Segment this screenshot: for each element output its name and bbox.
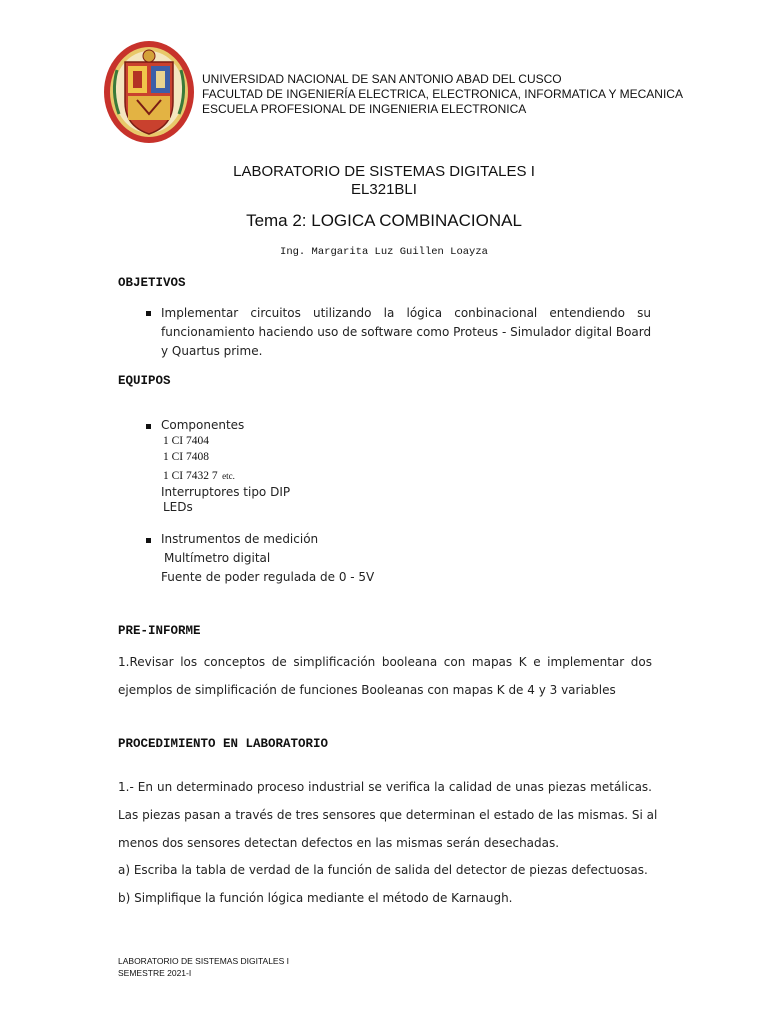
instrument-item: Fuente de poder regulada de 0 - 5V — [161, 570, 375, 584]
university-seal-logo — [103, 40, 195, 144]
procedimiento-line: b) Simplifique la función lógica mediante el método de Karnaugh. — [118, 891, 513, 905]
topic-title: Tema 2: LOGICA COMBINACIONAL — [246, 211, 522, 230]
preinforme-line: ejemplos de simplificación de funciones Booleanas con mapas K de 4 y 3 variables — [118, 683, 616, 697]
etc-label: etc. — [222, 471, 235, 481]
component-extra: Interruptores tipo DIP — [161, 485, 291, 499]
course-title: LABORATORIO DE SISTEMAS DIGITALES I — [233, 163, 535, 180]
page-footer — [118, 955, 289, 979]
procedimiento-heading: PROCEDIMIENTO EN LABORATORIO — [118, 737, 329, 751]
equipos-heading: EQUIPOS — [118, 374, 171, 388]
footer-semester: SEMESTRE 2021-I — [118, 968, 192, 978]
procedimiento-line: menos dos sensores detectan defectos en las mismas serán desechadas. — [118, 836, 560, 850]
bullet-icon — [146, 311, 151, 316]
objetivos-line: y Quartus prime. — [161, 344, 263, 358]
objetivos-line: funcionamiento haciendo uso de software como Proteus - Simulador digital Board — [161, 325, 652, 339]
procedimiento-line: a) Escriba la tabla de verdad de la función de salida del detector de piezas defectuosas. — [118, 863, 648, 877]
footer-course: LABORATORIO DE SISTEMAS DIGITALES I — [118, 956, 289, 966]
bullet-icon — [146, 538, 151, 543]
author-name: Ing. Margarita Luz Guillen Loayza — [280, 246, 488, 258]
instrumentos-label: Instrumentos de medición — [161, 532, 319, 546]
instrument-item: Multímetro digital — [164, 551, 271, 565]
preinforme-line: 1.Revisar los conceptos de simplificación booleana con mapas K e implementar dos — [118, 655, 652, 669]
procedimiento-line: Las piezas pasan a través de tres sensores que determinan el estado de las mismas. Si al — [118, 808, 658, 822]
component-extra: LEDs — [163, 500, 193, 514]
objetivos-paragraph — [161, 304, 651, 361]
institution-header — [202, 72, 683, 117]
bullet-icon — [146, 424, 151, 429]
objetivos-heading: OBJETIVOS — [118, 276, 186, 290]
preinforme-heading: PRE-INFORME — [118, 624, 201, 638]
faculty-name: FACULTAD DE INGENIERÍA ELECTRICA, ELECTRONICA, INFORMATICA Y MECANICA — [202, 87, 683, 101]
component-item-row — [163, 466, 235, 484]
component-item: 1 CI 7404 — [163, 435, 209, 447]
component-item: 1 CI 7408 — [163, 451, 209, 463]
objetivos-line: Implementar circuitos utilizando la lógica conbinacional entendiendo su — [161, 306, 651, 320]
university-name: UNIVERSIDAD NACIONAL DE SAN ANTONIO ABAD DEL CUSCO — [202, 72, 562, 86]
componentes-label: Componentes — [161, 418, 245, 432]
procedimiento-line: 1.- En un determinado proceso industrial se verifica la calidad de unas piezas metálicas. — [118, 780, 652, 794]
course-code: EL321BLI — [351, 181, 417, 198]
school-name: ESCUELA PROFESIONAL DE INGENIERIA ELECTRONICA — [202, 102, 527, 116]
component-item: 1 CI 7432 7 — [163, 470, 218, 482]
